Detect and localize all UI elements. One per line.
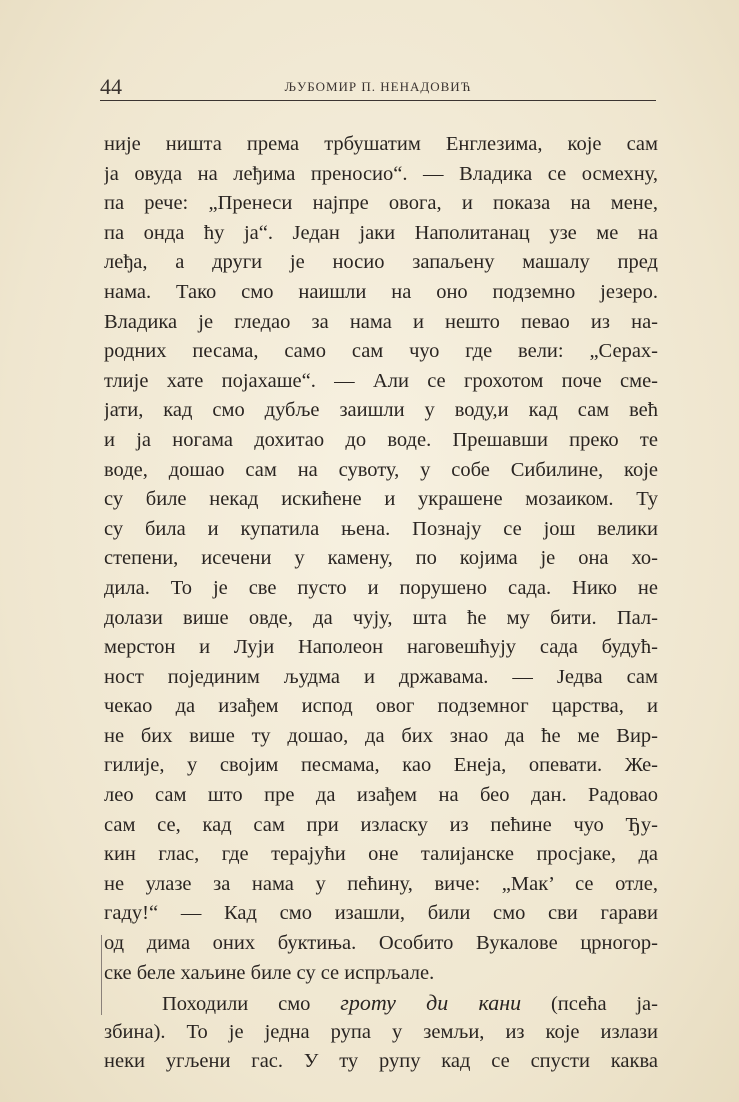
text-line: степени, исечени у камену, по којима је она хо- [104, 547, 658, 570]
text-line: Владика је гледао за нама и нешто певао из на- [104, 310, 658, 333]
text-line: леђа, а други је носио запаљену машалу пред [104, 251, 658, 274]
text-line: кин глас, где терајући оне талијанске просјаке, да [104, 843, 658, 866]
text-line: и ја ногама дохитао до воде. Прешавши преко те [104, 428, 658, 451]
text-line: ске беле хаљине биле су се испрљале. [104, 961, 435, 984]
paragraph-start-line [104, 988, 658, 1018]
text-line: сам се, кад сам при изласку из пећине чуо Ђу- [104, 813, 658, 836]
text-line: није ништа према трбушатим Енглезима, које сам [104, 133, 658, 155]
paragraph-lead: Походили смо [162, 993, 341, 1016]
text-line: долази више овде, да чују, шта ће му бити. Пал- [104, 606, 658, 629]
text-line: ја овуда на леђима преносио“. — Владика се осмехну, [104, 162, 658, 185]
paragraph-tail: (псећа ја- [521, 993, 658, 1016]
text-line: па рече: „Пренеси најпре овога, и показа на мене, [104, 192, 658, 215]
text-line: су била и купатила њена. Познају се још велики [104, 517, 658, 540]
text-line: гаду!“ — Кад смо изашли, били смо сви гарави [104, 902, 658, 925]
running-head: ЉУБОМИР П. НЕНАДОВИЋ [284, 79, 472, 94]
text-line: од дима оних буктиња. Особито Вукалове црногор- [104, 932, 658, 955]
text-line: нама. Тако смо наишли на оно подземно језеро. [104, 280, 658, 303]
text-line: јати, кад смо дубље заишли у воду,и кад сам већ [104, 399, 658, 422]
text-line: мерстон и Луји Наполеон наговешћују сада будућ- [104, 636, 658, 659]
text-line: лео сам што пре да изађем на бео дан. Радовао [104, 784, 658, 807]
text-line: гилије, у својим песмама, као Енеја, опевати. Же- [104, 754, 658, 777]
text-line: неки угљени гас. У ту рупу кад се спусти каква [104, 1050, 658, 1073]
italic-phrase: гроту ди кани [340, 990, 522, 1016]
text-line: ност појединим људма и државама. — Једва сам [104, 665, 658, 688]
text-line: збина). То је једна рупа у земљи, из које излази [104, 1020, 658, 1043]
text-line: чекао да изађем испод овог подземног царства, и [104, 695, 658, 718]
text-line: родних песама, само сам чуо где вели: „Серах- [104, 340, 658, 363]
margin-mark [101, 935, 102, 1015]
text-line: дила. То је све пусто и порушено сада. Нико не [104, 576, 658, 599]
text-line: не улазе за нама у пећину, виче: „Мак’ се отле, [104, 872, 658, 895]
text-line: су биле некад искићене и украшене мозаиком. Ту [104, 488, 658, 511]
page-number: 44 [100, 74, 122, 99]
text-line: тлије хате појахаше“. — Али се грохотом поче сме- [104, 369, 658, 392]
text-line: не бих више ту дошао, да бих знао да ће ме Вир- [104, 724, 658, 747]
text-line: па онда ћу ја“. Један јаки Наполитанац узе ме на [104, 221, 658, 244]
body-text [104, 130, 658, 1077]
text-line: воде, дошао сам на сувоту, у собе Сибилине, које [104, 458, 658, 481]
page-header [100, 74, 656, 101]
